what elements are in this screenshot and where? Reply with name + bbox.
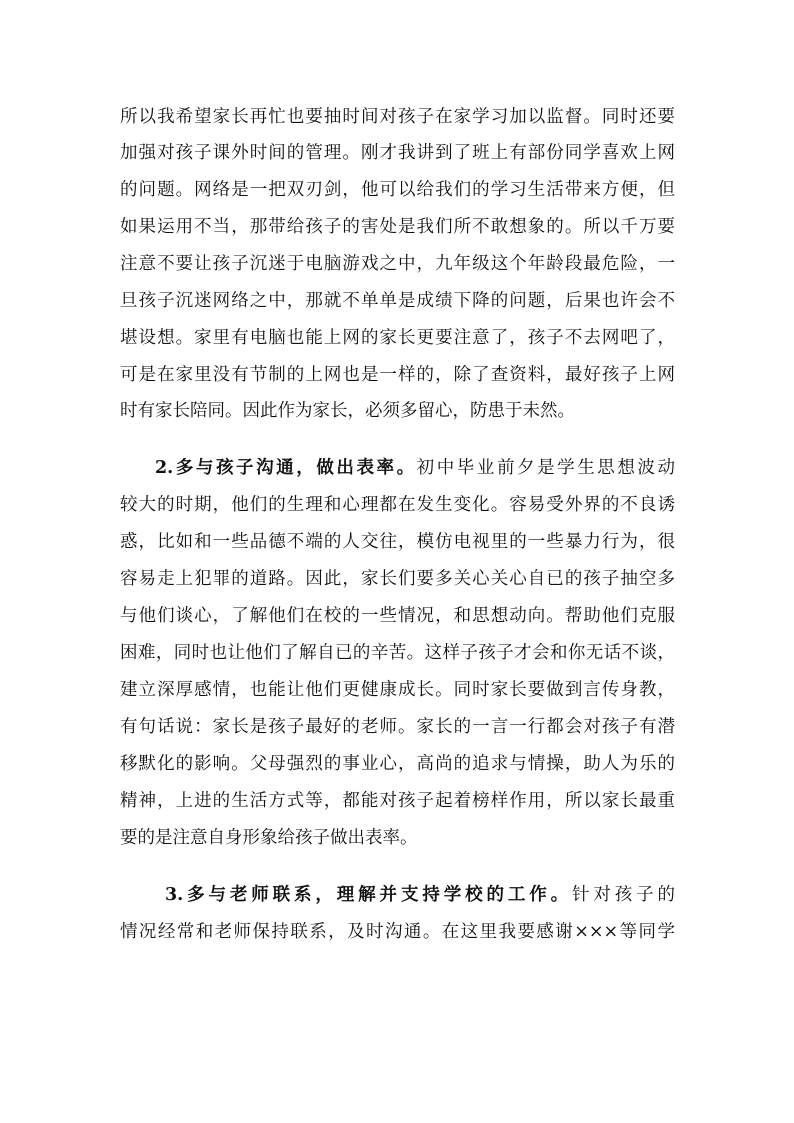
section-3-first-line: [165, 878, 675, 912]
paragraph-line: 较大的时期，他们的生理和心理都在发生变化。容易受外界的不良诱: [120, 495, 675, 515]
paragraph-line: 所以我希望家长再忙也要抽时间对孩子在家学习加以监督。同时还要: [120, 107, 675, 127]
section-2-first-line-text: 初中毕业前夕是学生思想波动: [416, 458, 675, 478]
paragraph-line: 有句话说：家长是孩子最好的老师。家长的一言一行都会对孩子有潜: [120, 717, 675, 737]
section-2-heading: 2.多与孩子沟通，做出表率。: [155, 458, 417, 478]
paragraph-line: 旦孩子沉迷网络之中，那就不单单是成绩下降的问题，后果也许会不: [120, 291, 675, 311]
paragraph-line: 的问题。网络是一把双刃剑，他可以给我们的学习生活带来方便，但: [120, 180, 675, 200]
paragraph-line: 要的是注意自身形象给孩子做出表率。: [120, 828, 418, 848]
paragraph-line: 加强对孩子课外时间的管理。刚才我讲到了班上有部份同学喜欢上网: [120, 143, 675, 163]
paragraph-line: 建立深厚感情，也能让他们更健康成长。同时家长要做到言传身教，: [120, 680, 675, 700]
paragraph-line: 惑，比如和一些品德不端的人交往，模仿电视里的一些暴力行为，很: [120, 532, 675, 552]
paragraph-line: 可是在家里没有节制的上网也是一样的，除了查资料，最好孩子上网: [120, 365, 675, 385]
paragraph-line: 精神，上进的生活方式等，都能对孩子起着榜样作用，所以家长最重: [120, 791, 675, 811]
paragraph-line: 如果运用不当，那带给孩子的害处是我们所不敢想象的。所以千万要: [120, 217, 675, 237]
paragraph-line: 移默化的影响。父母强烈的事业心，高尚的追求与情操，助人为乐的: [120, 754, 675, 774]
paragraph-line: 时有家长陪同。因此作为家长，必须多留心，防患于未然。: [120, 401, 575, 421]
paragraph-line: 堪设想。家里有电脑也能上网的家长更要注意了，孩子不去网吧了，: [120, 328, 675, 348]
paragraph-line: 困难，同时也让他们了解自已的辛苦。这样子孩子才会和你无话不谈，: [120, 643, 675, 663]
paragraph-line: 与他们谈心，了解他们在校的一些情况，和思想动向。帮助他们克服: [120, 606, 675, 626]
section-3-first-line-text: 针对孩子的: [571, 885, 676, 905]
paragraph-line: 容易走上犯罪的道路。因此，家长们要多关心关心自已的孩子抽空多: [120, 569, 675, 589]
paragraph-line: 注意不要让孩子沉迷于电脑游戏之中，九年级这个年龄段最危险，一: [120, 254, 675, 274]
section-3-heading: 3.多与老师联系，理解并支持学校的工作。: [165, 885, 572, 905]
paragraph-line: 情况经常和老师保持联系，及时沟通。在这里我要感谢×××等同学: [120, 922, 675, 942]
section-2-first-line: [155, 451, 675, 485]
